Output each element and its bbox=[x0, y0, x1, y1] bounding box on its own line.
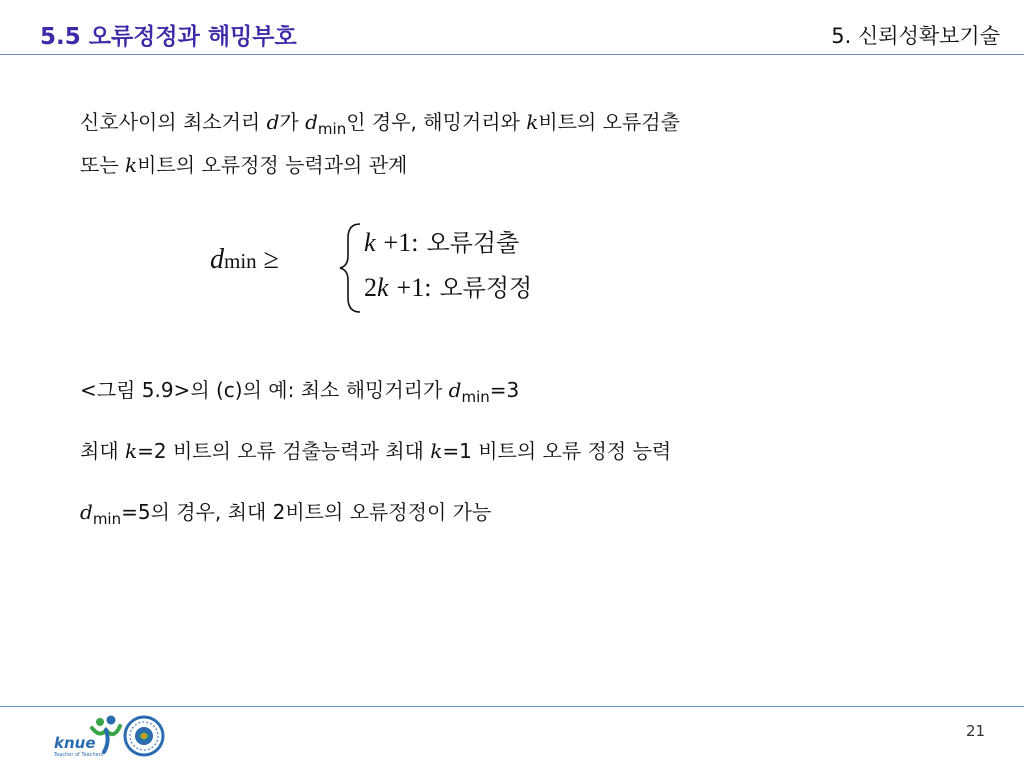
dmin-symbol: d bbox=[80, 500, 93, 524]
dmin-subscript: min bbox=[92, 510, 122, 528]
formula-one: 1 bbox=[398, 228, 412, 257]
example-text: =1 비트의 오류 정정 능력 bbox=[442, 439, 672, 463]
formula-k: k bbox=[377, 273, 389, 302]
intro-text: 가 bbox=[279, 110, 306, 134]
intro-text: 비트의 오류정정 능력과의 관계 bbox=[137, 153, 408, 177]
intro-line-1 bbox=[80, 104, 940, 147]
bottom-divider bbox=[0, 706, 1024, 707]
dmin-subscript: min bbox=[461, 388, 490, 406]
intro-line-2 bbox=[80, 147, 940, 183]
var-k: k bbox=[125, 439, 138, 463]
example-line-2 bbox=[80, 435, 671, 464]
var-k: k bbox=[125, 153, 138, 177]
chapter-title: 5. 신뢰성확보기술 bbox=[831, 24, 1000, 48]
svg-text:Teacher of Teachers: Teacher of Teachers bbox=[54, 752, 104, 758]
formula-plus: + bbox=[383, 228, 399, 257]
formula-d: d bbox=[210, 244, 224, 275]
formula-lhs bbox=[210, 244, 279, 276]
formula-row-correct bbox=[364, 268, 532, 303]
formula-geq: ≥ bbox=[263, 244, 280, 275]
var-k: k bbox=[526, 110, 539, 134]
formula-label-detect: 오류검출 bbox=[426, 229, 520, 257]
dmin-symbol: d bbox=[448, 378, 462, 402]
formula-k: k bbox=[364, 228, 376, 257]
formula-plus: + bbox=[396, 273, 412, 302]
dmin-subscript: min bbox=[317, 120, 347, 138]
formula-colon: : bbox=[424, 273, 432, 302]
intro-text: 비트의 오류검출 bbox=[538, 110, 680, 134]
formula-row-detect bbox=[364, 223, 519, 258]
intro-text: 신호사이의 최소거리 bbox=[80, 110, 267, 134]
var-k: k bbox=[430, 439, 443, 463]
intro-paragraph bbox=[80, 104, 940, 183]
example-text: <그림 5.9>의 (c)의 예: 최소 해밍거리가 bbox=[80, 378, 449, 402]
formula-two: 2 bbox=[364, 273, 377, 302]
knue-logo bbox=[48, 712, 168, 760]
var-d: d bbox=[266, 110, 280, 134]
section-title: 5.5 오류정정과 해밍부호 bbox=[40, 24, 297, 50]
example-text: =2 비트의 오류 검출능력과 최대 bbox=[137, 439, 431, 463]
example-text: =5의 경우, 최대 2비트의 오류정정이 가능 bbox=[121, 500, 492, 524]
page-number: 21 bbox=[966, 722, 986, 740]
top-divider bbox=[0, 54, 1024, 55]
example-text: 최대 bbox=[80, 439, 125, 463]
formula-sub: min bbox=[224, 249, 257, 273]
intro-text: 인 경우, 해밍거리와 bbox=[346, 110, 527, 134]
example-line-3 bbox=[80, 496, 491, 528]
svg-text:knue: knue bbox=[54, 734, 96, 752]
example-text: =3 bbox=[489, 378, 520, 402]
formula-one: 1 bbox=[411, 273, 425, 302]
dmin-symbol: d bbox=[305, 110, 318, 134]
intro-text: 또는 bbox=[80, 153, 125, 177]
example-line-1 bbox=[80, 374, 519, 406]
formula-colon: : bbox=[411, 228, 419, 257]
formula-label-correct: 오류정정 bbox=[439, 274, 533, 302]
